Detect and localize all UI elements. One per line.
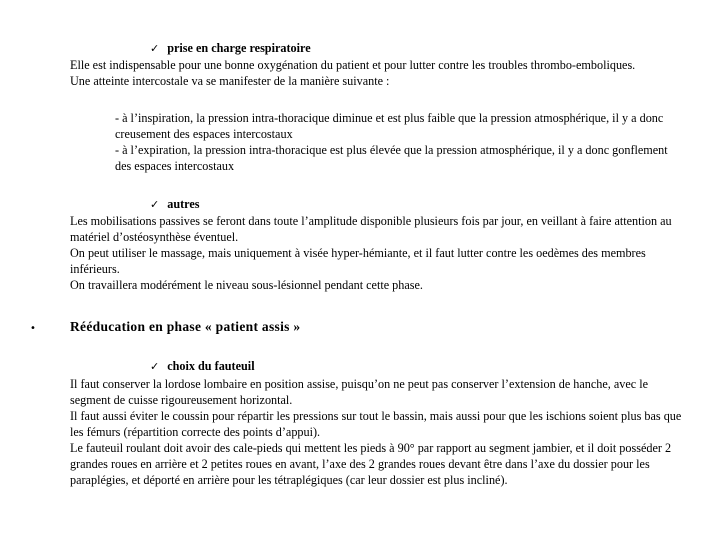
sub-item: - à l’inspiration, la pression intra-thoracique diminue et est plus faible que la pression atmosphérique, il y a donc creusement des espaces intercostaux xyxy=(115,111,664,141)
paragraph: On travaillera modérément le niveau sous-lésionnel pendant cette phase. xyxy=(70,278,423,292)
checkmark-icon: ✓ xyxy=(150,42,160,55)
checkmark-icon: ✓ xyxy=(150,198,160,211)
paragraph: Il faut conserver la lordose lombaire en position assise, puisqu’on ne peut pas conserver l’extension de hanche, avec le segment de cuisse rigoureusement horizontal. xyxy=(70,377,649,407)
respiratory-paragraphs xyxy=(70,57,682,89)
bullet-icon: • xyxy=(30,323,36,334)
paragraph: Les mobilisations passives se feront dans toute l’amplitude disponible plusieurs fois par jour, en veillant à faire attention au matériel d’ostéosynthèse éventuel. xyxy=(70,214,672,244)
heading-text: choix du fauteuil xyxy=(167,359,255,373)
heading-text: autres xyxy=(167,197,200,211)
fauteuil-paragraphs xyxy=(70,376,682,488)
paragraph: On peut utiliser le massage, mais uniquement à visée hyper-hémiante, et il faut lutter contre les oedèmes des membres inférieurs. xyxy=(70,246,646,276)
heading-text: prise en charge respiratoire xyxy=(167,41,311,55)
paragraph: Le fauteuil roulant doit avoir des cale-pieds qui mettent les pieds à 90° par rapport au segment jambier, et il doit posséder 2 grandes roues en arrière et 2 petites roues en avant, l’axe des 2 grandes roues devant être dans l’axe du dossier pour les paraplégies, et déporté en arrière pour les tétraplégiques (car leur dossier est plus incliné). xyxy=(70,441,672,487)
respiratory-sublist xyxy=(115,110,680,174)
section-heading-autres xyxy=(150,196,200,213)
checkmark-icon: ✓ xyxy=(150,360,160,373)
section-title: Rééducation en phase « patient assis » xyxy=(70,319,301,334)
paragraph: Une atteinte intercostale va se manifester de la manière suivante : xyxy=(70,74,390,88)
section-heading-fauteuil xyxy=(150,358,255,375)
paragraph: Elle est indispensable pour une bonne oxygénation du patient et pour lutter contre les troubles thrombo-emboliques. xyxy=(70,58,636,72)
paragraph: Il faut aussi éviter le coussin pour répartir les pressions sur tout le bassin, mais aussi pour que les ischions soient plus bas que les fémurs (répartition correcte des points d’appui). xyxy=(70,409,682,439)
section-heading-respiratory xyxy=(150,40,311,57)
autres-paragraphs xyxy=(70,213,682,293)
sub-item: - à l’expiration, la pression intra-thoracique est plus élevée que la pression atmosphérique, il y a donc gonflement des espaces intercostaux xyxy=(115,143,668,173)
